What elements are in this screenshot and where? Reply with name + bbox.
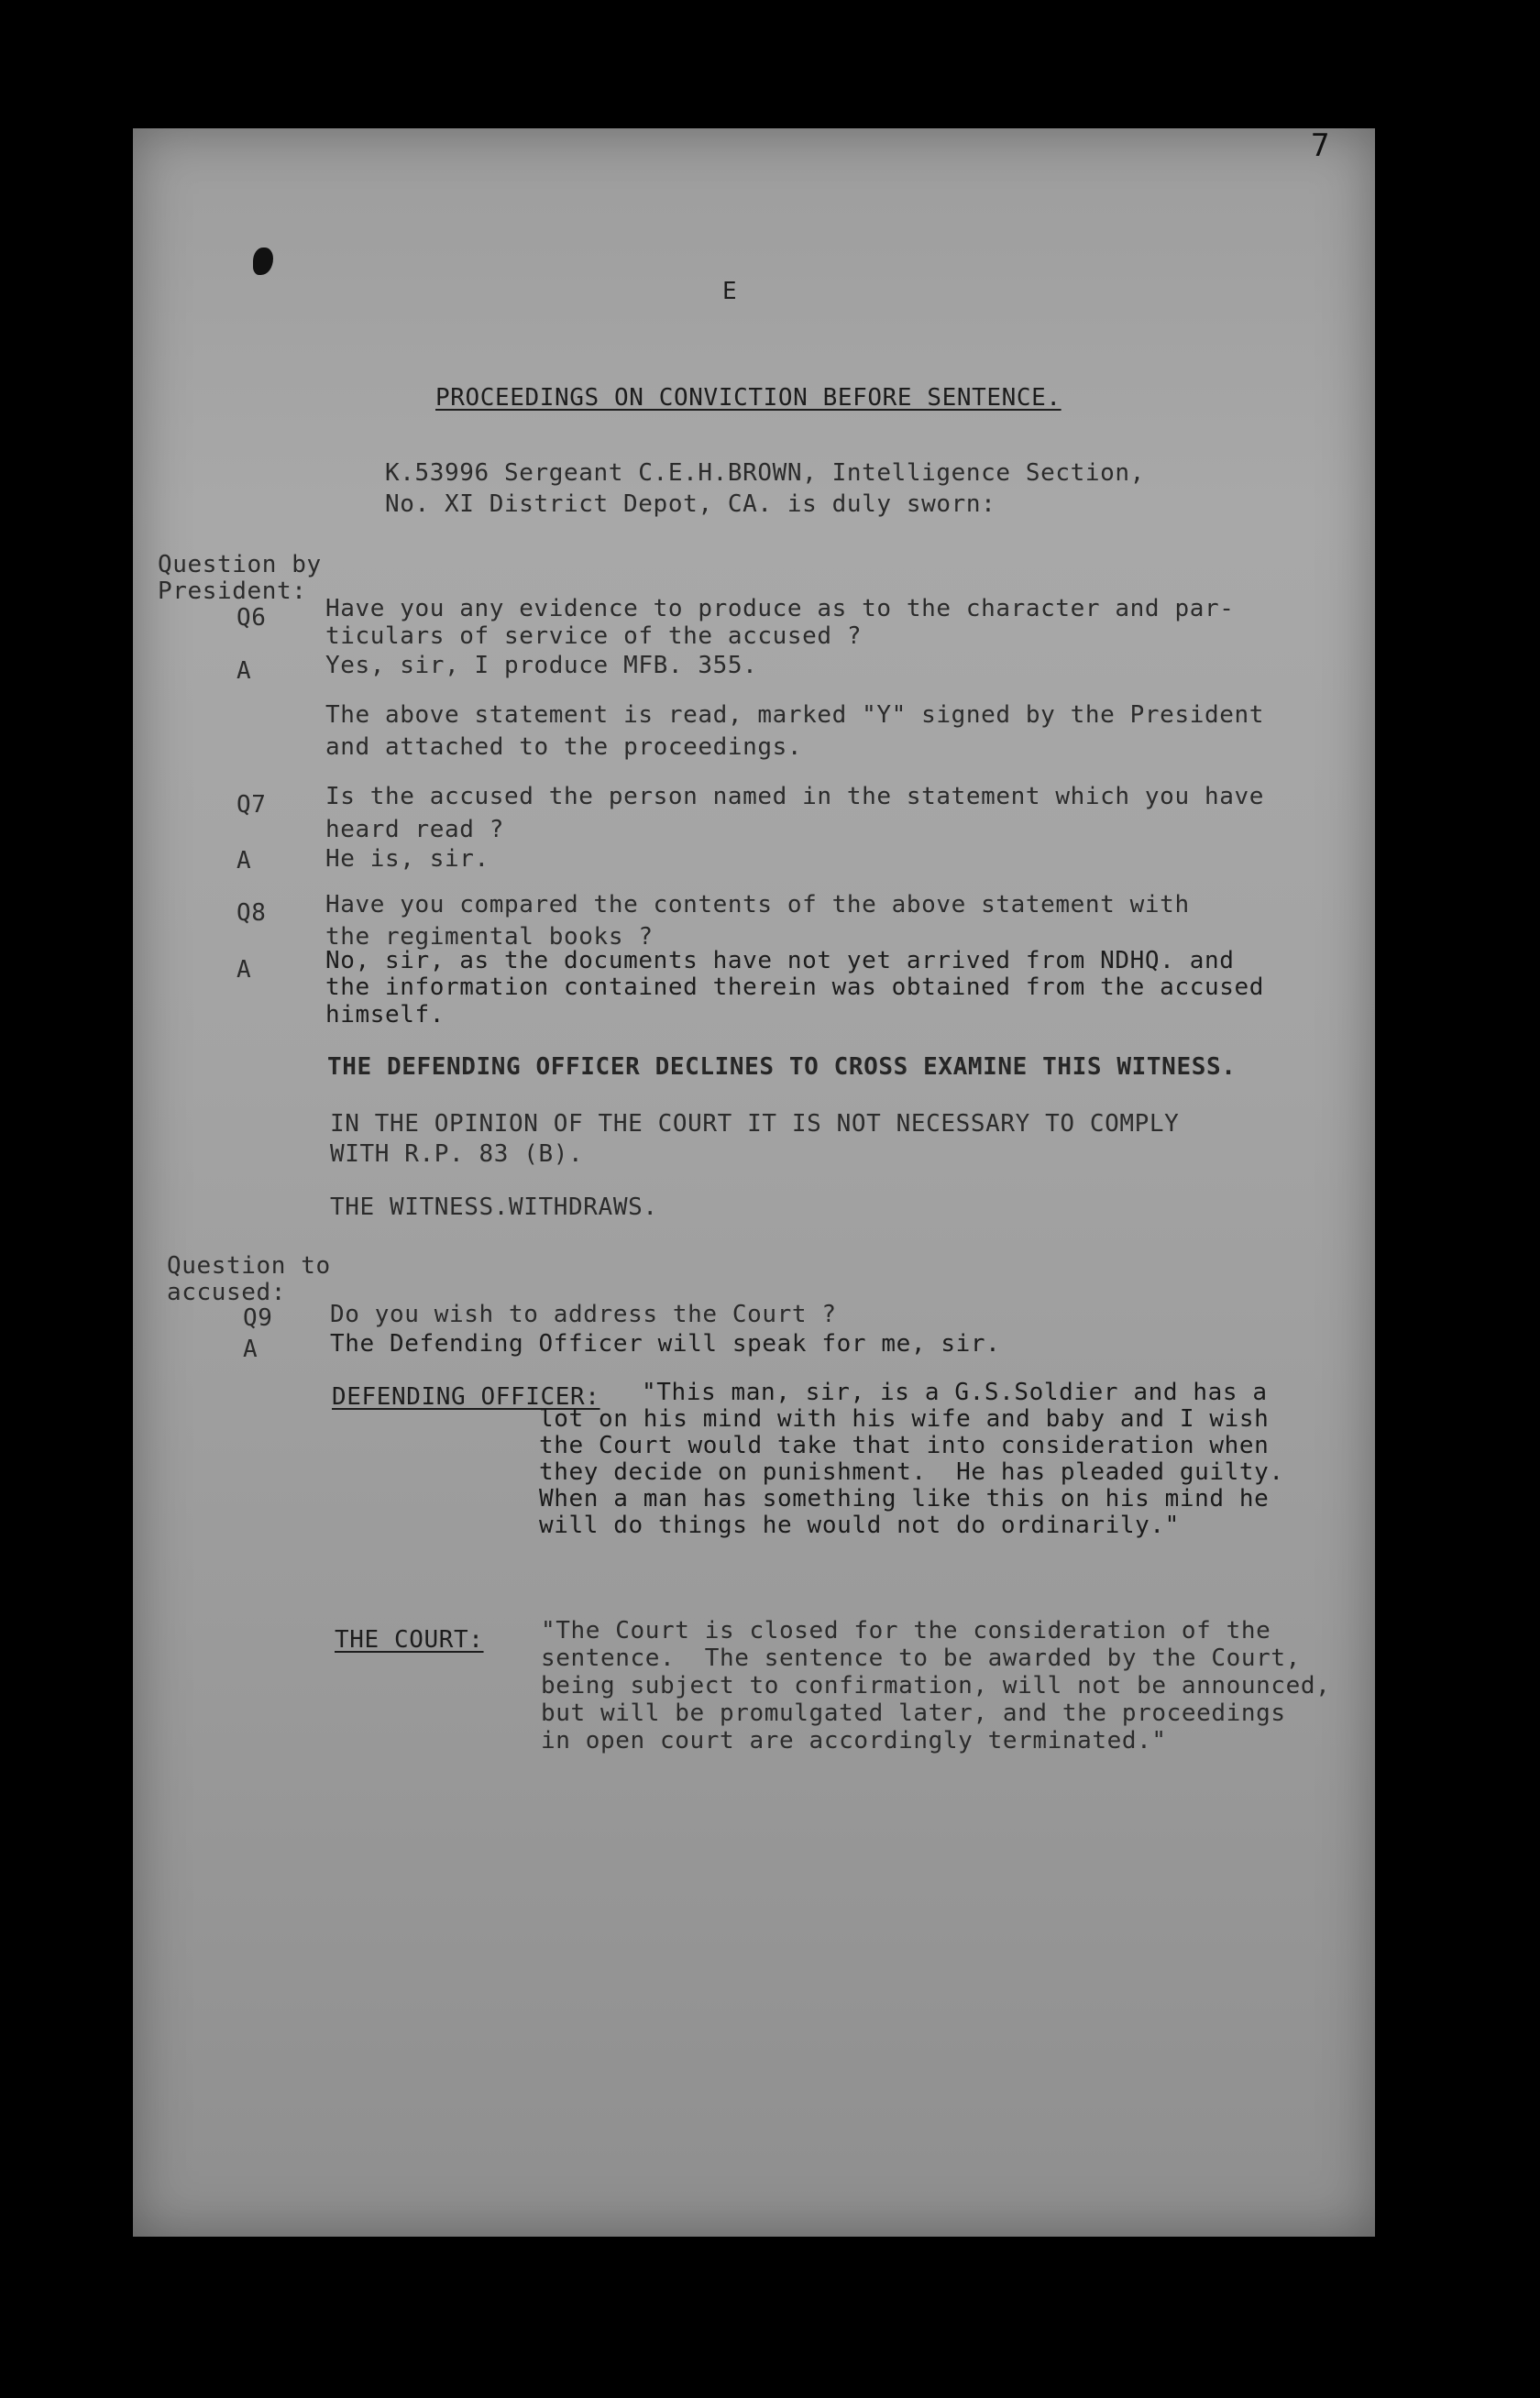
document-page [133, 128, 1375, 2237]
defending-officer-line-1: "This man, sir, is a G.S.Soldier and has a [642, 1379, 1268, 1406]
q8-answer-line-2: the information contained therein was obtained from the accused [325, 974, 1264, 1001]
q6-question-line-2: ticulars of service of the accused ? [325, 622, 863, 650]
declines-statement: THE DEFENDING OFFICER DECLINES TO CROSS EXAMINE THIS WITNESS. [327, 1053, 1237, 1081]
q6-question-line-1: Have you any evidence to produce as to the character and par- [325, 595, 1235, 622]
q8-question-line-1: Have you compared the contents of the above statement with [325, 891, 1190, 918]
q7-question-line-2: heard read ? [325, 816, 505, 843]
q8-question-line-2: the regimental books ? [325, 923, 654, 951]
q8-answer-line-3: himself. [325, 1001, 446, 1028]
statement-note-line-1: The above statement is read, marked "Y" signed by the President [325, 701, 1264, 729]
q7-question-line-1: Is the accused the person named in the statement which you have [325, 783, 1264, 810]
q7-label: Q7 [236, 791, 267, 819]
opinion-line-1: IN THE OPINION OF THE COURT IT IS NOT NECESSARY TO COMPLY [330, 1110, 1180, 1138]
q8-label: Q8 [236, 899, 267, 927]
section-label-president-1: Question by [158, 551, 322, 578]
q7-answer: He is, sir. [325, 845, 490, 873]
witness-intro-line-2: No. XI District Depot, CA. is duly sworn: [385, 490, 996, 518]
section-label-accused-2: accused: [167, 1279, 287, 1306]
defending-officer-line-3: the Court would take that into consideration when [539, 1432, 1270, 1459]
q6-label: Q6 [236, 604, 267, 632]
section-label-president-2: President: [158, 578, 307, 605]
statement-note-line-2: and attached to the proceedings. [325, 733, 803, 761]
defending-officer-line-6: will do things he would not do ordinarily." [539, 1512, 1180, 1539]
q9-label: Q9 [243, 1304, 273, 1332]
q8-answer-label: A [236, 956, 252, 984]
appendix-letter: E [722, 278, 738, 305]
the-court-line-3: being subject to confirmation, will not be announced, [541, 1672, 1331, 1700]
the-court-line-4: but will be promulgated later, and the proceedings [541, 1700, 1286, 1727]
defending-officer-line-5: When a man has something like this on his mind he [539, 1485, 1270, 1512]
defending-officer-line-2: lot on his mind with his wife and baby and I wish [539, 1405, 1270, 1433]
q6-answer: Yes, sir, I produce MFB. 355. [325, 652, 758, 679]
defending-officer-label: DEFENDING OFFICER: [332, 1383, 600, 1411]
q6-answer-label: A [236, 657, 252, 685]
witness-intro-line-1: K.53996 Sergeant C.E.H.BROWN, Intelligence Section, [385, 459, 1145, 487]
q7-answer-label: A [236, 847, 252, 874]
q9-question: Do you wish to address the Court ? [330, 1301, 837, 1328]
q9-answer: The Defending Officer will speak for me, sir. [330, 1330, 1001, 1358]
opinion-line-2: WITH R.P. 83 (B). [330, 1140, 584, 1168]
the-court-line-2: sentence. The sentence to be awarded by the Court, [541, 1644, 1301, 1672]
page-number: 7 [1311, 127, 1331, 164]
q9-answer-label: A [243, 1336, 258, 1363]
the-court-line-5: in open court are accordingly terminated." [541, 1727, 1167, 1754]
document-title: PROCEEDINGS ON CONVICTION BEFORE SENTENCE. [435, 384, 1062, 412]
the-court-label: THE COURT: [335, 1626, 484, 1654]
q8-answer-line-1: No, sir, as the documents have not yet arrived from NDHQ. and [325, 947, 1235, 974]
section-label-accused-1: Question to [167, 1252, 331, 1280]
withdraws-statement: THE WITNESS.WITHDRAWS. [330, 1194, 658, 1221]
the-court-line-1: "The Court is closed for the consideration of the [541, 1617, 1271, 1644]
defending-officer-line-4: they decide on punishment. He has pleaded guilty. [539, 1458, 1284, 1486]
